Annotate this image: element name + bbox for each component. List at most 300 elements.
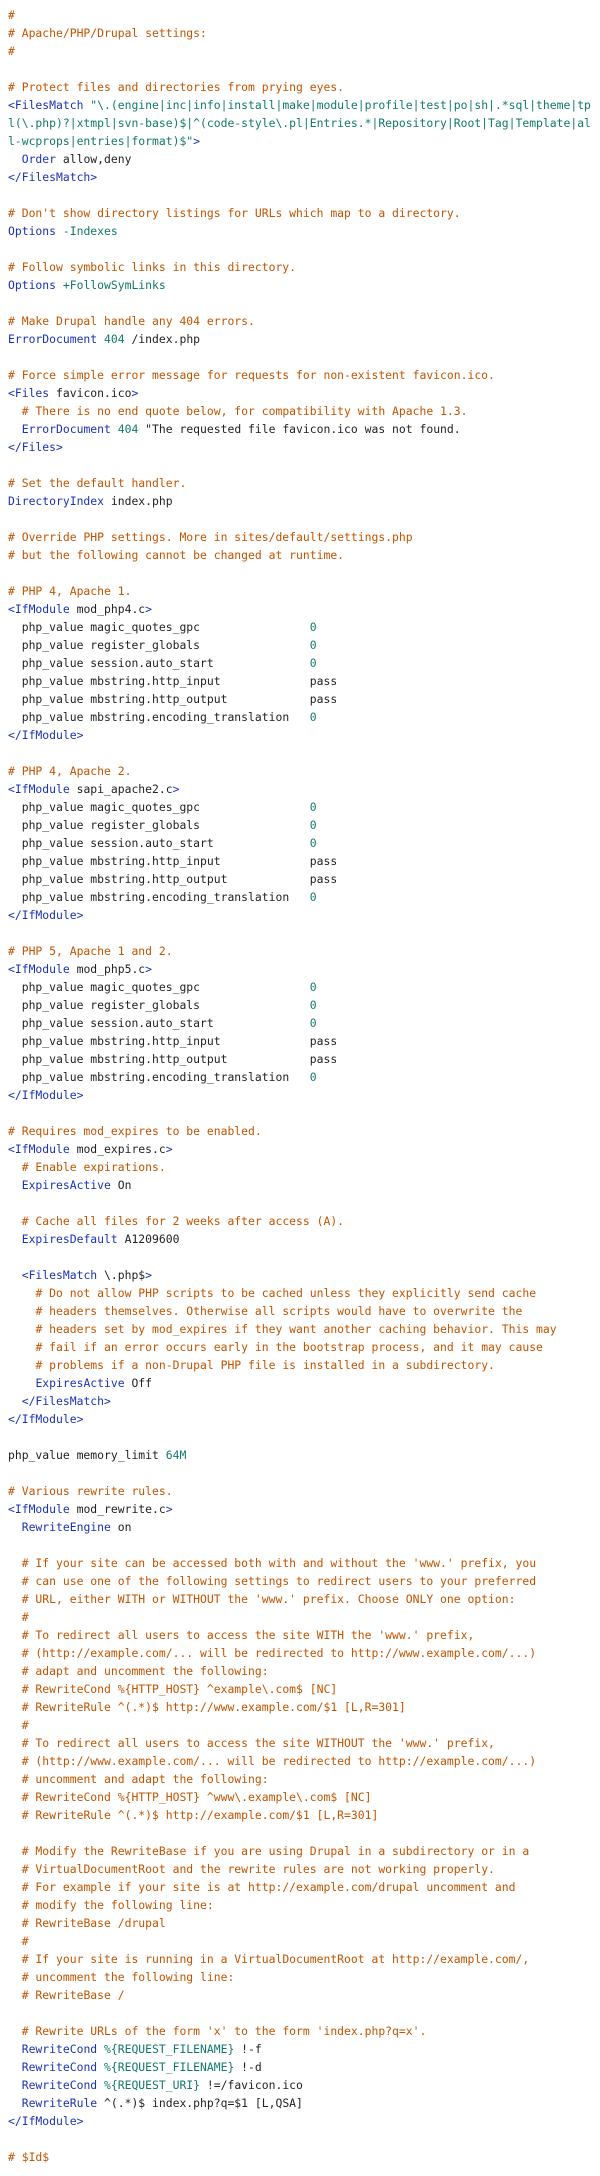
plain-text bbox=[8, 1232, 22, 1246]
plain-text bbox=[8, 404, 22, 418]
plain-text bbox=[8, 1214, 22, 1228]
plain-text: php_value mbstring.encoding_translation bbox=[8, 1070, 310, 1084]
directive-keyword: </IfModule> bbox=[8, 908, 84, 922]
code-line bbox=[8, 1338, 592, 1356]
code-line bbox=[8, 1230, 592, 1248]
plain-text bbox=[8, 1286, 35, 1300]
blank-line bbox=[8, 2004, 592, 2022]
code-line bbox=[8, 1158, 592, 1176]
plain-text bbox=[8, 2078, 22, 2092]
plain-text: A1209600 bbox=[117, 1232, 180, 1246]
comment-text: # (http://example.com/... will be redirected to http://www.example.com/...) bbox=[21, 1646, 537, 1660]
code-line bbox=[8, 870, 592, 888]
blank-line bbox=[8, 1248, 592, 1266]
directive-keyword: DirectoryIndex bbox=[8, 494, 105, 508]
plain-text: mod_php4.c bbox=[69, 602, 146, 616]
code-line bbox=[8, 600, 592, 618]
comment-text: # Make Drupal handle any 404 errors. bbox=[8, 314, 255, 328]
comment-text: # Force simple error message for requests for non-existent favicon.ico. bbox=[8, 368, 495, 382]
directive-value: 0 bbox=[309, 818, 317, 832]
blank-line bbox=[8, 1428, 592, 1446]
code-line bbox=[8, 1446, 592, 1464]
comment-text: # RewriteCond %{HTTP_HOST} ^example\.com$ [NC] bbox=[21, 1682, 338, 1696]
code-line bbox=[8, 1050, 592, 1068]
plain-text bbox=[8, 1664, 22, 1678]
code-line bbox=[8, 1914, 592, 1932]
plain-text bbox=[8, 1808, 22, 1822]
directive-keyword: Options bbox=[8, 278, 57, 292]
code-line bbox=[8, 1014, 592, 1032]
directive-value: 0 bbox=[309, 800, 317, 814]
directive-keyword: <IfModule bbox=[8, 1142, 70, 1156]
directive-keyword: > bbox=[131, 386, 139, 400]
plain-text bbox=[8, 1322, 35, 1336]
plain-text: allow,deny bbox=[56, 152, 132, 166]
plain-text: php_value magic_quotes_gpc bbox=[8, 980, 310, 994]
directive-keyword: </IfModule> bbox=[8, 1412, 84, 1426]
code-line bbox=[8, 1698, 592, 1716]
code-line bbox=[8, 762, 592, 780]
directive-keyword: <FilesMatch bbox=[8, 98, 91, 112]
code-line bbox=[8, 1122, 592, 1140]
plain-text bbox=[8, 2042, 22, 2056]
directive-keyword: </FilesMatch> bbox=[8, 170, 98, 184]
code-line bbox=[8, 258, 592, 276]
code-line bbox=[8, 528, 592, 546]
plain-text: on bbox=[110, 1520, 132, 1534]
directive-value: 64M bbox=[165, 1448, 187, 1462]
code-line bbox=[8, 1788, 592, 1806]
code-line bbox=[8, 1716, 592, 1734]
directive-value: %{REQUEST_FILENAME} bbox=[104, 2060, 235, 2074]
code-line bbox=[8, 654, 592, 672]
directive-keyword: <IfModule bbox=[8, 962, 70, 976]
code-line bbox=[8, 2076, 592, 2094]
directive-keyword: ErrorDocument bbox=[21, 422, 111, 436]
comment-text: # There is no end quote below, for compatibility with Apache 1.3. bbox=[21, 404, 468, 418]
directive-keyword: </Files> bbox=[8, 440, 63, 454]
plain-text bbox=[56, 224, 63, 238]
plain-text: !=/favicon.ico bbox=[200, 2078, 303, 2092]
plain-text: mod_rewrite.c bbox=[69, 1502, 166, 1516]
directive-keyword: ExpiresActive bbox=[21, 1178, 111, 1192]
code-line bbox=[8, 2058, 592, 2076]
comment-text: # Rewrite URLs of the form 'x' to the form 'index.php?q=x'. bbox=[21, 2024, 427, 2038]
directive-keyword: RewriteCond bbox=[21, 2042, 98, 2056]
plain-text: php_value mbstring.http_input pass bbox=[8, 1034, 338, 1048]
blank-line bbox=[8, 1104, 592, 1122]
code-line bbox=[8, 1878, 592, 1896]
plain-text bbox=[8, 1610, 22, 1624]
plain-text bbox=[8, 1754, 22, 1768]
directive-value: 404 bbox=[104, 332, 125, 346]
code-line bbox=[8, 888, 592, 906]
plain-text bbox=[8, 2096, 22, 2110]
blank-line bbox=[8, 456, 592, 474]
directive-value: +FollowSymLinks bbox=[62, 278, 166, 292]
plain-text bbox=[97, 2042, 104, 2056]
code-line bbox=[8, 1302, 592, 1320]
code-line bbox=[8, 6, 592, 24]
plain-text: php_value register_globals bbox=[8, 998, 310, 1012]
plain-text bbox=[8, 1700, 22, 1714]
comment-text: # Override PHP settings. More in sites/default/settings.php bbox=[8, 530, 413, 544]
directive-keyword: <IfModule bbox=[8, 1502, 70, 1516]
directive-keyword: > bbox=[145, 1268, 153, 1282]
plain-text: Off bbox=[124, 1376, 153, 1390]
plain-text bbox=[8, 1934, 22, 1948]
comment-text: # uncomment the following line: bbox=[21, 1970, 235, 1984]
directive-value: 0 bbox=[309, 1070, 317, 1084]
plain-text bbox=[8, 1916, 22, 1930]
plain-text: ^(.*)$ index.php?q=$1 [L,QSA] bbox=[97, 2096, 303, 2110]
code-line bbox=[8, 906, 592, 924]
code-line bbox=[8, 1518, 592, 1536]
directive-keyword: ExpiresActive bbox=[35, 1376, 125, 1390]
code-line bbox=[8, 1554, 592, 1572]
code-line bbox=[8, 996, 592, 1014]
comment-text: # RewriteCond %{HTTP_HOST} ^www\.example\.com$ [NC] bbox=[21, 1790, 372, 1804]
plain-text: mod_expires.c bbox=[69, 1142, 166, 1156]
code-line bbox=[8, 402, 592, 420]
plain-text bbox=[8, 1898, 22, 1912]
code-line bbox=[8, 1140, 592, 1158]
plain-text bbox=[8, 1592, 22, 1606]
blank-line bbox=[8, 1194, 592, 1212]
comment-text: # Apache/PHP/Drupal settings: bbox=[8, 26, 207, 40]
directive-value: 0 bbox=[309, 656, 317, 670]
code-line bbox=[8, 672, 592, 690]
comment-text: # Various rewrite rules. bbox=[8, 1484, 173, 1498]
code-line bbox=[8, 474, 592, 492]
directive-value: 404 bbox=[117, 422, 139, 436]
comment-text: # PHP 4, Apache 1. bbox=[8, 584, 132, 598]
plain-text: php_value mbstring.http_input pass bbox=[8, 854, 338, 868]
plain-text bbox=[8, 1556, 22, 1570]
code-line bbox=[8, 582, 592, 600]
plain-text bbox=[111, 422, 118, 436]
directive-value: %{REQUEST_URI} bbox=[104, 2078, 201, 2092]
plain-text: php_value session.auto_start bbox=[8, 1016, 310, 1030]
plain-text bbox=[97, 2078, 104, 2092]
directive-keyword: Options bbox=[8, 224, 57, 238]
plain-text: mod_php5.c bbox=[69, 962, 146, 976]
comment-text: # bbox=[21, 1718, 29, 1732]
plain-text bbox=[8, 1988, 22, 2002]
comment-text: # headers themselves. Otherwise all scripts would have to overwrite the bbox=[35, 1304, 523, 1318]
code-line bbox=[8, 312, 592, 330]
code-line bbox=[8, 96, 592, 150]
code-line bbox=[8, 942, 592, 960]
directive-value: "\.(engine|inc|info|install|make|module|profile|test|po|sh|.*sql|theme|tpl(\.php)?|xtmpl|svn-base)$|^(code-style\.pl|Entries.*|Repository|Root|Tag|Template|all-wcprops|entries|format)$" bbox=[8, 98, 591, 148]
code-line bbox=[8, 1032, 592, 1050]
code-line bbox=[8, 2112, 592, 2130]
plain-text bbox=[8, 1376, 35, 1390]
code-line bbox=[8, 1410, 592, 1428]
code-line bbox=[8, 2040, 592, 2058]
plain-text: php_value magic_quotes_gpc bbox=[8, 800, 310, 814]
plain-text bbox=[8, 1772, 22, 1786]
code-line bbox=[8, 1500, 592, 1518]
plain-text: php_value mbstring.http_output pass bbox=[8, 692, 338, 706]
code-line bbox=[8, 2022, 592, 2040]
directive-keyword: > bbox=[145, 602, 153, 616]
code-line bbox=[8, 780, 592, 798]
plain-text: index.php bbox=[104, 494, 173, 508]
blank-line bbox=[8, 60, 592, 78]
code-line bbox=[8, 1734, 592, 1752]
plain-text: sapi_apache2.c bbox=[69, 782, 173, 796]
code-line bbox=[8, 330, 592, 348]
plain-text bbox=[8, 1862, 22, 1876]
directive-keyword: </IfModule> bbox=[8, 1088, 84, 1102]
directive-keyword: > bbox=[165, 1142, 173, 1156]
comment-text: # (http://www.example.com/... will be redirected to http://example.com/...) bbox=[21, 1754, 537, 1768]
code-line bbox=[8, 42, 592, 60]
code-line bbox=[8, 798, 592, 816]
plain-text: php_value mbstring.encoding_translation bbox=[8, 710, 310, 724]
directive-value: 0 bbox=[309, 836, 317, 850]
code-line bbox=[8, 366, 592, 384]
comment-text: # but the following cannot be changed at runtime. bbox=[8, 548, 345, 562]
directive-keyword: </IfModule> bbox=[8, 2114, 84, 2128]
directive-value: -Indexes bbox=[62, 224, 118, 238]
comment-text: # Don't show directory listings for URLs which map to a directory. bbox=[8, 206, 461, 220]
plain-text: \.php$ bbox=[97, 1268, 146, 1282]
directive-keyword: </FilesMatch> bbox=[21, 1394, 111, 1408]
comment-text: # $Id$ bbox=[8, 2150, 50, 2164]
comment-text: # uncomment and adapt the following: bbox=[21, 1772, 269, 1786]
code-line bbox=[8, 1806, 592, 1824]
directive-value: 0 bbox=[309, 998, 317, 1012]
plain-text bbox=[8, 2060, 22, 2074]
comment-text: # problems if a non-Drupal PHP file is installed in a subdirectory. bbox=[35, 1358, 495, 1372]
directive-keyword: RewriteRule bbox=[21, 2096, 98, 2110]
plain-text: php_value register_globals bbox=[8, 638, 310, 652]
code-line bbox=[8, 222, 592, 240]
code-line bbox=[8, 1284, 592, 1302]
code-line bbox=[8, 168, 592, 186]
code-line bbox=[8, 978, 592, 996]
directive-value: 0 bbox=[309, 620, 317, 634]
blank-line bbox=[8, 510, 592, 528]
plain-text bbox=[8, 1646, 22, 1660]
plain-text: php_value memory_limit bbox=[8, 1448, 166, 1462]
comment-text: # Modify the RewriteBase if you are using Drupal in a subdirectory or in a bbox=[21, 1844, 530, 1858]
comment-text: # Protect files and directories from prying eyes. bbox=[8, 80, 345, 94]
code-line bbox=[8, 816, 592, 834]
plain-text: !-f bbox=[234, 2042, 262, 2056]
comment-text: # RewriteBase / bbox=[21, 1988, 125, 2002]
code-line bbox=[8, 1482, 592, 1500]
directive-value: 0 bbox=[309, 710, 317, 724]
plain-text bbox=[8, 1880, 22, 1894]
code-line bbox=[8, 636, 592, 654]
plain-text bbox=[97, 2060, 104, 2074]
code-line bbox=[8, 1356, 592, 1374]
plain-text bbox=[97, 332, 104, 346]
plain-text: php_value mbstring.http_output pass bbox=[8, 1052, 338, 1066]
blank-line bbox=[8, 924, 592, 942]
code-line bbox=[8, 1212, 592, 1230]
code-line bbox=[8, 1392, 592, 1410]
code-line bbox=[8, 834, 592, 852]
directive-keyword: RewriteEngine bbox=[21, 1520, 111, 1534]
comment-text: # Cache all files for 2 weeks after access (A). bbox=[21, 1214, 345, 1228]
comment-text: # bbox=[21, 1610, 29, 1624]
comment-text: # PHP 5, Apache 1 and 2. bbox=[8, 944, 173, 958]
blank-line bbox=[8, 240, 592, 258]
code-line bbox=[8, 150, 592, 168]
code-line bbox=[8, 1680, 592, 1698]
code-line bbox=[8, 960, 592, 978]
blank-line bbox=[8, 1464, 592, 1482]
blank-line bbox=[8, 1536, 592, 1554]
code-line bbox=[8, 690, 592, 708]
comment-text: # RewriteBase /drupal bbox=[21, 1916, 166, 1930]
plain-text bbox=[8, 422, 22, 436]
comment-text: # headers set by mod_expires if they want another caching behavior. This may bbox=[35, 1322, 557, 1336]
code-line bbox=[8, 1320, 592, 1338]
plain-text bbox=[8, 1844, 22, 1858]
directive-keyword: <FilesMatch bbox=[21, 1268, 98, 1282]
plain-text: php_value mbstring.http_output pass bbox=[8, 872, 338, 886]
plain-text bbox=[8, 1160, 22, 1174]
plain-text: php_value register_globals bbox=[8, 818, 310, 832]
code-line bbox=[8, 420, 592, 438]
plain-text bbox=[8, 1520, 22, 1534]
plain-text bbox=[8, 1268, 22, 1282]
code-line bbox=[8, 2148, 592, 2166]
code-line bbox=[8, 492, 592, 510]
comment-text: # Enable expirations. bbox=[21, 1160, 166, 1174]
code-line bbox=[8, 1266, 592, 1284]
comment-text: # Requires mod_expires to be enabled. bbox=[8, 1124, 262, 1138]
directive-keyword: RewriteCond bbox=[21, 2060, 98, 2074]
plain-text: !-d bbox=[234, 2060, 262, 2074]
plain-text bbox=[8, 1340, 35, 1354]
code-line bbox=[8, 1752, 592, 1770]
code-line bbox=[8, 1176, 592, 1194]
plain-text: favicon.ico bbox=[49, 386, 132, 400]
plain-text: On bbox=[110, 1178, 132, 1192]
blank-line bbox=[8, 744, 592, 762]
code-line bbox=[8, 1374, 592, 1392]
plain-text bbox=[8, 1178, 22, 1192]
code-line bbox=[8, 276, 592, 294]
code-line bbox=[8, 1896, 592, 1914]
plain-text: php_value session.auto_start bbox=[8, 656, 310, 670]
code-line bbox=[8, 1662, 592, 1680]
directive-keyword: Order bbox=[21, 152, 57, 166]
code-line bbox=[8, 1770, 592, 1788]
code-line bbox=[8, 546, 592, 564]
code-line bbox=[8, 618, 592, 636]
code-line bbox=[8, 852, 592, 870]
code-line bbox=[8, 1068, 592, 1086]
comment-text: # For example if your site is at http://example.com/drupal uncomment and bbox=[21, 1880, 516, 1894]
plain-text: /index.php bbox=[124, 332, 201, 346]
code-line bbox=[8, 2094, 592, 2112]
blank-line bbox=[8, 2130, 592, 2148]
plain-text bbox=[8, 1358, 35, 1372]
directive-keyword: > bbox=[165, 1502, 173, 1516]
blank-line bbox=[8, 348, 592, 366]
code-line bbox=[8, 438, 592, 456]
plain-text bbox=[8, 1790, 22, 1804]
comment-text: # To redirect all users to access the site WITHOUT the 'www.' prefix, bbox=[21, 1736, 495, 1750]
comment-text: # VirtualDocumentRoot and the rewrite rules are not working properly. bbox=[21, 1862, 495, 1876]
code-line bbox=[8, 1644, 592, 1662]
plain-text bbox=[8, 1736, 22, 1750]
code-line bbox=[8, 1968, 592, 1986]
blank-line bbox=[8, 564, 592, 582]
comment-text: # If your site can be accessed both with and without the 'www.' prefix, you bbox=[21, 1556, 537, 1570]
blank-line bbox=[8, 1824, 592, 1842]
plain-text bbox=[8, 1718, 22, 1732]
directive-keyword: <IfModule bbox=[8, 782, 70, 796]
comment-text: # fail if an error occurs early in the bootstrap process, and it may cause bbox=[35, 1340, 543, 1354]
comment-text: # Do not allow PHP scripts to be cached unless they explicitly send cache bbox=[35, 1286, 537, 1300]
code-line bbox=[8, 1950, 592, 1968]
plain-text: "The requested file favicon.ico was not found. bbox=[138, 422, 461, 436]
comment-text: # bbox=[8, 44, 15, 58]
code-line bbox=[8, 204, 592, 222]
plain-text: php_value mbstring.encoding_translation bbox=[8, 890, 310, 904]
directive-keyword: > bbox=[172, 782, 180, 796]
directive-value: 0 bbox=[309, 980, 317, 994]
plain-text bbox=[8, 2024, 22, 2038]
directive-keyword: <Files bbox=[8, 386, 50, 400]
comment-text: # RewriteRule ^(.*)$ http://www.example.com/$1 [L,R=301] bbox=[21, 1700, 406, 1714]
plain-text bbox=[8, 1304, 35, 1318]
code-line bbox=[8, 1860, 592, 1878]
comment-text: # URL, either WITH or WITHOUT the 'www.' prefix. Choose ONLY one option: bbox=[21, 1592, 516, 1606]
code-line bbox=[8, 1932, 592, 1950]
blank-line bbox=[8, 186, 592, 204]
code-line bbox=[8, 78, 592, 96]
directive-value: %{REQUEST_FILENAME} bbox=[104, 2042, 235, 2056]
plain-text bbox=[8, 1952, 22, 1966]
comment-text: # Set the default handler. bbox=[8, 476, 187, 490]
code-line bbox=[8, 1986, 592, 2004]
code-line bbox=[8, 1608, 592, 1626]
code-line bbox=[8, 1086, 592, 1104]
plain-text bbox=[56, 278, 63, 292]
comment-text: # If your site is running in a VirtualDocumentRoot at http://example.com/, bbox=[21, 1952, 530, 1966]
code-line bbox=[8, 1572, 592, 1590]
code-line bbox=[8, 708, 592, 726]
code-line bbox=[8, 1626, 592, 1644]
directive-keyword: </IfModule> bbox=[8, 728, 84, 742]
plain-text bbox=[8, 1682, 22, 1696]
plain-text bbox=[8, 152, 22, 166]
plain-text bbox=[8, 1394, 22, 1408]
plain-text bbox=[8, 1970, 22, 1984]
comment-text: # RewriteRule ^(.*)$ http://example.com/$1 [L,R=301] bbox=[21, 1808, 379, 1822]
plain-text: php_value session.auto_start bbox=[8, 836, 310, 850]
plain-text bbox=[8, 1574, 22, 1588]
directive-keyword: > bbox=[145, 962, 153, 976]
plain-text: php_value magic_quotes_gpc bbox=[8, 620, 310, 634]
code-line bbox=[8, 726, 592, 744]
directive-keyword: RewriteCond bbox=[21, 2078, 98, 2092]
blank-line bbox=[8, 294, 592, 312]
directive-keyword: ErrorDocument bbox=[8, 332, 98, 346]
directive-keyword: ExpiresDefault bbox=[21, 1232, 118, 1246]
directive-keyword: <IfModule bbox=[8, 602, 70, 616]
comment-text: # can use one of the following settings to redirect users to your preferred bbox=[21, 1574, 537, 1588]
